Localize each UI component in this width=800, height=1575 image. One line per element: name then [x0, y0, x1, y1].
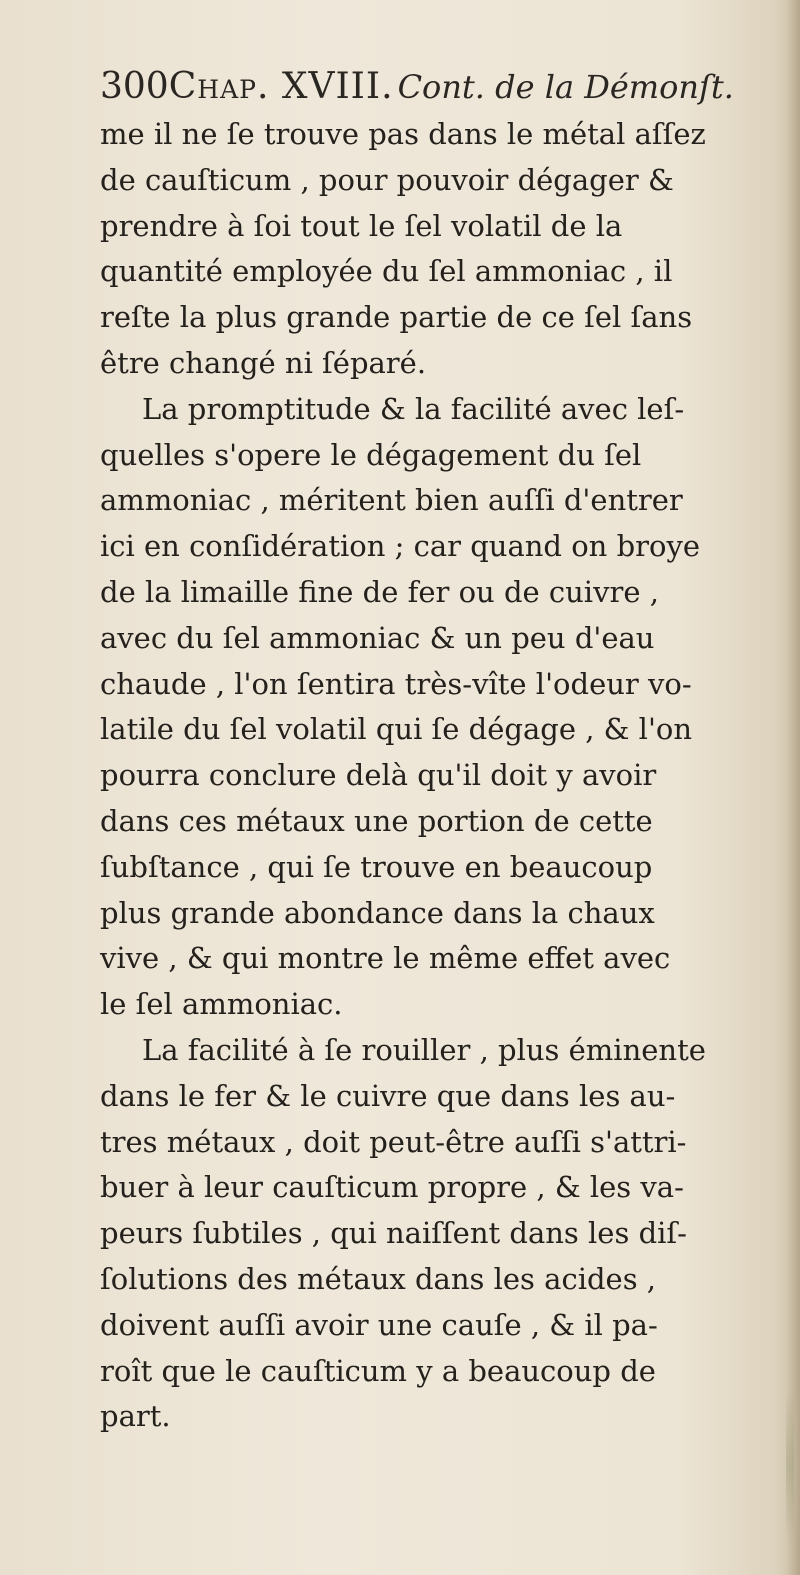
text-line: de cauſticum , pour pouvoir dégager &: [100, 162, 674, 197]
paragraph-start-line: La promptitude & la facilité avec leſ-: [142, 391, 685, 426]
text-line: ammoniac , méritent bien auſſi d'entrer: [100, 483, 683, 518]
text-line: dans ces métaux une portion de cette: [100, 803, 653, 838]
text-line: vive , & qui montre le même effet avec: [100, 941, 671, 976]
text-line: de la limaille fine de fer ou de cuivre ,: [100, 574, 659, 609]
text-line: ſubſtance , qui ſe trouve en beaucoup: [100, 849, 653, 884]
text-line: buer à leur cauſticum propre , & les va-: [100, 1170, 684, 1205]
text-line: tres métaux , doit peut-être auſſi s'attri-: [100, 1124, 687, 1159]
text-line: me il ne ſe trouve pas dans le métal aſſez: [100, 117, 706, 151]
text-line: quelles s'opere le dégagement du ſel: [100, 437, 642, 472]
text-line: ſolutions des métaux dans les acides ,: [100, 1261, 657, 1296]
text-line: ici en conſidération ; car quand on broye: [100, 529, 700, 564]
text-line: pourra conclure delà qu'il doit y avoir: [100, 758, 657, 793]
text-line: reſte la plus grande partie de ce ſel ſans: [100, 300, 693, 335]
text-line: dans le fer & le cuivre que dans les au-: [100, 1078, 676, 1113]
running-head: [100, 66, 780, 112]
body-text: [100, 112, 770, 1440]
text-line: peurs ſubtiles , qui naiſſent dans les diſ-: [100, 1216, 687, 1251]
page-number: 300: [100, 66, 169, 107]
text-line: chaude , l'on ſentira très-vîte l'odeur vo-: [100, 666, 692, 701]
text-line: plus grande abondance dans la chaux: [100, 895, 655, 930]
page-stain: [786, 1390, 794, 1540]
text-line: doivent auſſi avoir une cauſe , & il pa-: [100, 1307, 658, 1342]
text-line: être changé ni ſéparé.: [100, 345, 427, 380]
running-title: Cont. de la Démonſt.: [397, 68, 734, 106]
paragraph-start-line: La facilité à ſe rouiller , plus éminente: [142, 1032, 706, 1067]
text-line: roît que le cauſticum y a beaucoup de: [100, 1353, 656, 1388]
page-edge-shadow: [786, 0, 800, 1575]
chapter-label: Chap. XVIII.: [168, 66, 394, 107]
text-line: part.: [100, 1399, 171, 1434]
text-line: prendre à ſoi tout le ſel volatil de la: [100, 208, 623, 243]
text-line: quantité employée du ſel ammoniac , il: [100, 254, 673, 289]
text-line: latile du ſel volatil qui ſe dégage , & l'on: [100, 712, 693, 747]
text-line: le ſel ammoniac.: [100, 987, 343, 1022]
text-line: avec du ſel ammoniac & un peu d'eau: [100, 620, 655, 655]
